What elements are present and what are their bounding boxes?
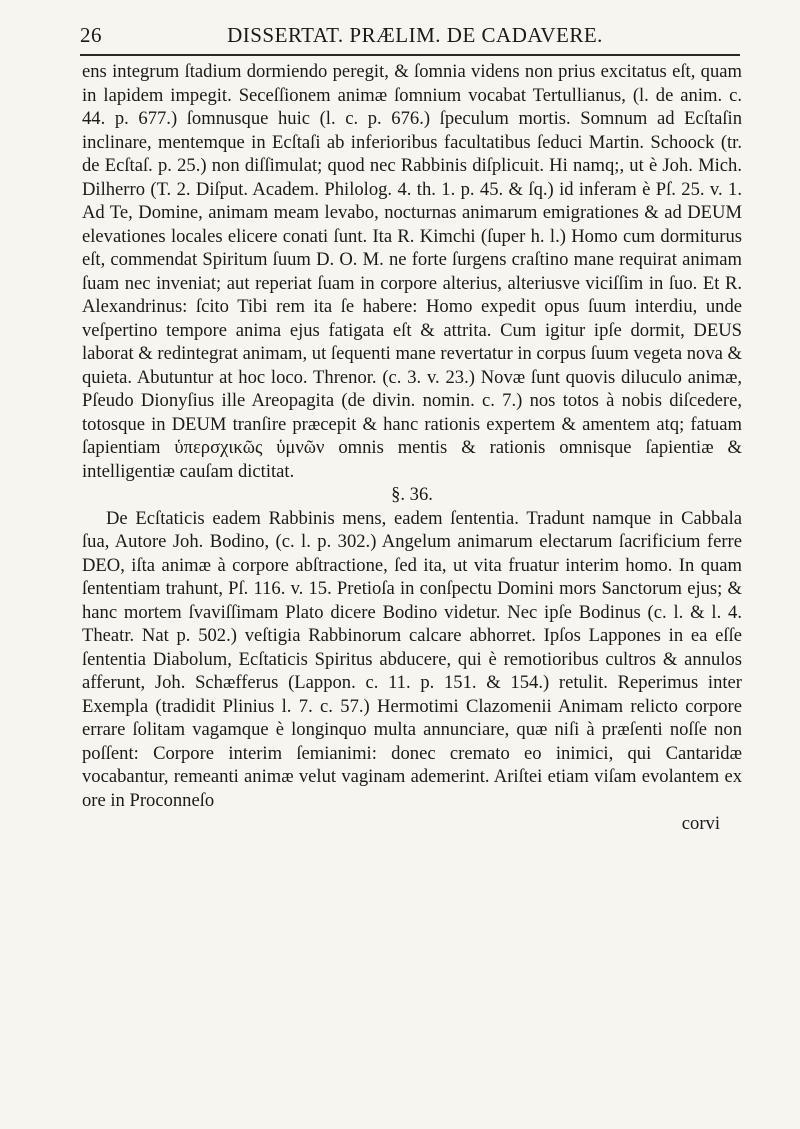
page-number: 26 xyxy=(80,23,102,47)
running-title: DISSERTAT. PRÆLIM. DE CADAVERE. xyxy=(227,23,603,47)
paragraph-1: ens integrum ſtadium dormiendo peregit, & ſomnia videns non prius excitatus eſt, quam in lapidem impegit. Seceſſionem animæ ſomnium vocabat Tertullianus, (l. de anim. c. 44. p. 677.) ſomnusque huic (l. c. p. 676.) ſpeculum mortis. Somnum ad Ecſtaſin inclinare, mentemque in Ecſtaſi ab inferioribus facultatibus ſeduci Martin. Schoock (tr. de Ecſtaſ. p. 25.) non diſſimulat; quod nec Rabbinis diſplicuit. Hi namq;, ut è Joh. Mich. Dilherro (T. 2. Diſput. Academ. Philolog. 4. th. 1. p. 45. & ſq.) id inferam è Pſ. 25. v. 1. Ad Te, Domine, animam meam levabo, nocturnas animarum emigrationes & ad DEUM elevationes locales elicere conati ſunt. Ita R. Kimchi (ſuper h. l.) Homo cum dormiturus eſt, commendat Spiritum ſuum D. O. M. ne forte ſurgens craſtino mane requirat animam ſuam nec inveniat; aut reperiat ſuam in corpore alterius, alteriusve viciſſim in ſuo. Et R. Alexandrinus: ſcito Tibi rem ita ſe habere: Homo expedit opus ſuum interdiu, unde veſpertino tempore anima ejus fatigata eſt & attrita. Cum igitur ipſe dormit, DEUS laborat & redintegrat animam, ut ſequenti mane revertatur in corpus ſuum vegeta nova & quieta. Abutuntur at hoc loco. Threnor. (c. 3. v. 23.) Novæ ſunt quovis diluculo animæ, Pſeudo Dionyſius ille Areopagita (de divin. nomin. c. 7.) nos totos à nobis diſcedere, totosque in DEUM tranſire præcepit & hanc rationis expertem & amentem atq; fatuam ſapientiam ὑπερσχικῶς ὑμνῶν omnis mentis & rationis omnisque ſapientiæ & intelligentiæ cauſam dictitat. xyxy=(82,61,742,482)
paragraph-2: De Ecſtaticis eadem Rabbinis mens, eadem ſententia. Tradunt namque in Cabbala ſua, Autore Joh. Bodino, (c. l. p. 302.) Angelum animarum electarum ſacrificium ferre DEO, iſta animæ à corpore abſtractione, ſed ita, ut vita fruatur interim homo. In quam ſententiam trahunt, Pſ. 116. v. 15. Pretioſa in conſpectu Domini mors Sanctorum ejus; & hanc mortem ſvaviſſimam Plato dicere Bodino videtur. Nec ipſe Bodinus (c. l. & l. 4. Theatr. Nat p. 502.) veſtigia Rabbinorum calcare abhorret. Ipſos Lappones in ea eſſe ſententia Diabolum, Ecſtaticis Spiritus abducere, qui è remotioribus cultros & annulos afferunt, Joh. Schæfferus (Lappon. c. 11. p. 151. & 154.) retulit. Reperimus inter Exempla (tradidit Plinius l. 7. c. 57.) Hermotimi Clazomenii Animam relicto corpore errare ſolitam vagamque è longinquo multa annunciare, quæ niſi à præſenti noſſe non poſſent: Corpore interim ſemianimi: donec cremato eo inimici, qui Cantaridæ vocabantur, remeanti animæ velut vaginam ademerint. Ariſtei etiam viſam evolantem ex ore in Proconneſo xyxy=(82,507,742,811)
header-rule xyxy=(80,54,740,56)
body-text xyxy=(82,60,742,836)
section-mark: §. 36. xyxy=(391,484,433,505)
catchword: corvi xyxy=(681,813,720,834)
running-head xyxy=(80,18,740,52)
